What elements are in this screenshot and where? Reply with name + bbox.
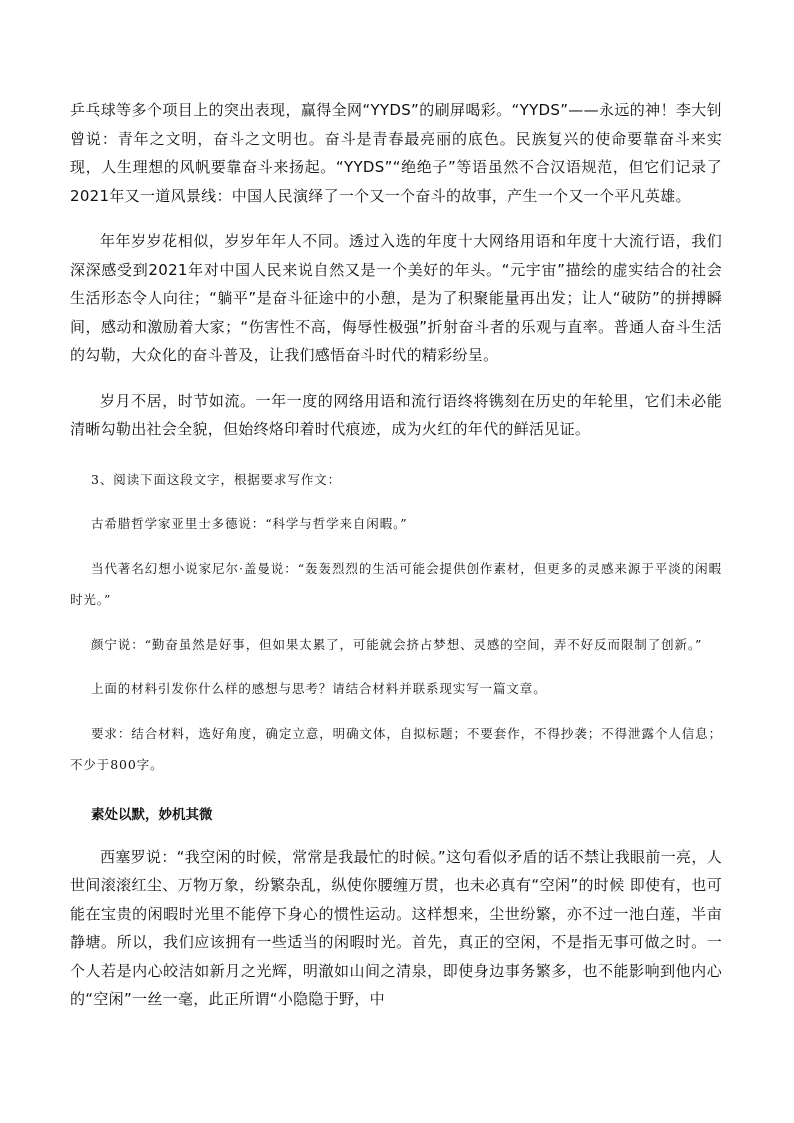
writing-prompt: 上面的材料引发你什么样的感想与思考？请结合材料并联系现实写一篇文章。 bbox=[91, 680, 547, 696]
task-3-heading: 3、阅读下面这段文字，根据要求写作文： bbox=[91, 471, 342, 487]
document-page bbox=[70, 96, 722, 1014]
quote-aristotle: 古希腊哲学家亚里士多德说：“科学与哲学来自闲暇。” bbox=[91, 515, 408, 531]
writing-requirements: 要求：结合材料，选好角度，确定立意，明确文体，自拟标题；不要套作，不得抄袭；不得泄露个人信息；不少于800字。 bbox=[70, 725, 722, 772]
paragraph-years-flow: 岁月不居，时节如流。一年一度的网络用语和流行语终将镌刻在历史的年轮里，它们未必能清晰勾勒出社会全貌，但始终烙印着时代痕迹，成为火红的年代的鲜活见证。 bbox=[70, 391, 722, 438]
essay-title: 素处以默，妙机其微 bbox=[91, 806, 213, 823]
quote-yan-ning: 颜宁说：“勤奋虽然是好事，但如果太累了，可能就会挤占梦想、灵感的空间，弄不好反而限制了创新。” bbox=[91, 636, 703, 652]
paragraph-annual-buzzwords: 年年岁岁花相似，岁岁年年人不同。透过入选的年度十大网络用语和年度十大流行语，我们深深感受到2021年对中国人民来说自然又是一个美好的年头。“元宇宙”描绘的虚实结合的社会生活形态令人向往；“躺平”是奋斗征途中的小憩，是为了积聚能量再出发；让人“破防”的拼搏瞬间，感动和激励着大家；“伤害性不高，侮辱性极强”折射奋斗者的乐观与直率。普通人奋斗生活的勾勒，大众化的奋斗普及，让我们感悟奋斗时代的精彩纷呈。 bbox=[70, 232, 722, 364]
quote-neil-gaiman: 当代著名幻想小说家尼尔·盖曼说：“轰轰烈烈的生活可能会提供创作素材，但更多的灵感来源于平淡的闲暇时光。” bbox=[70, 560, 722, 607]
paragraph-struggle-yyds: 乒乓球等多个项目上的突出表现，赢得全网“YYDS”的刷屏喝彩。“YYDS”——永远的神！李大钊曾说：青年之文明，奋斗之文明也。奋斗是青春最亮丽的底色。民族复兴的使命要靠奋斗来实现，人生理想的风帆要靠奋斗来扬起。“YYDS”“绝绝子”等语虽然不合汉语规范，但它们记录了2021年又一道风景线：中国人民演绎了一个又一个奋斗的故事，产生一个又一个平凡英雄。 bbox=[70, 101, 722, 205]
essay-paragraph: 西塞罗说：“我空闲的时候，常常是我最忙的时候。”这句看似矛盾的话不禁让我眼前一亮，人世间滚滚红尘、万物万象，纷繁杂乱，纵使你腰缠万贯，也未必真有“空闲”的时候 即使有，也可能在宝贵的闲暇时光里不能停下身心的惯性运动。这样想来，尘世纷繁，亦不过一池白莲，半亩静塘。所以，我们应该拥有一些适当的闲暇时光。首先，真正的空闲，不是指无事可做之时。一个人若是内心皎洁如新月之光辉，明澈如山间之清泉，即使身边事务繁多，也不能影响到他内心的“空闲”一丝一毫，此正所谓“小隐隐于野，中 bbox=[70, 847, 722, 1008]
